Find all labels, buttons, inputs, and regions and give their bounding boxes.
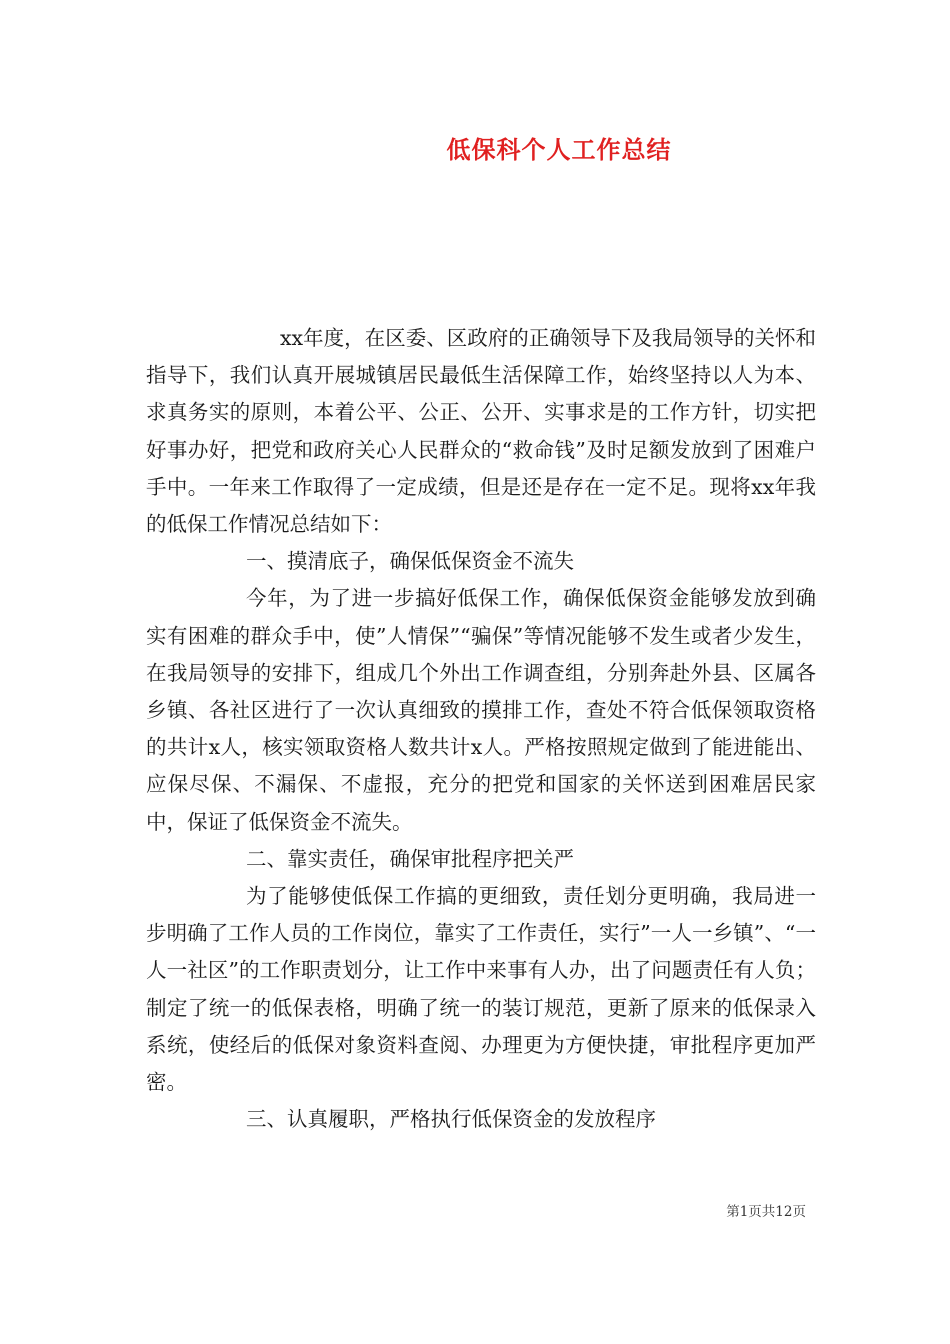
section-heading-2: 二、靠实责任，确保审批程序把关严 (246, 846, 574, 871)
document-body (146, 320, 816, 1138)
section-heading-3: 三、认真履职，严格执行低保资金的发放程序 (246, 1107, 656, 1132)
section-paragraph-2: 为了能够使低保工作搞的更细致，责任划分更明确，我局进一步明确了工作人员的工作岗位，靠实了工作责任，实行”一人一乡镇”、“一人一社区”的工作职责划分，让工作中来事有人办，出了问题责任有人负；制定了统一的低保表格，明确了统一的装订规范，更新了原来的低保录入系统，使经后的低保对象资料查阅、办理更为方便快捷，审批程序更加严密。 (146, 884, 816, 1095)
page-number: 第1页共12页 (726, 1204, 806, 1220)
section-heading-1: 一、摸清底子，确保低保资金不流失 (246, 549, 574, 574)
section-paragraph-1: 今年，为了进一步搞好低保工作，确保低保资金能够发放到确实有困难的群众手中，使”人情保”“骗保”等情况能够不发生或者少发生，在我局领导的安排下，组成几个外出工作调查组，分别奔赴外县、区属各乡镇、各社区进行了一次认真细致的摸排工作，查处不符合低保领取资格的共计x人，核实领取资格人数共计x人。严格按照规定做到了能进能出、应保尽保、不漏保、不虚报，充分的把党和国家的关怀送到困难居民家中，保证了低保资金不流失。 (146, 586, 816, 834)
intro-paragraph: xx年度，在区委、区政府的正确领导下及我局领导的关怀和指导下，我们认真开展城镇居民最低生活保障工作，始终坚持以人为本、求真务实的原则，本着公平、公正、公开、实事求是的工作方针，切实把好事办好，把党和政府关心人民群众的“救命钱”及时足额发放到了困难户手中。一年来工作取得了一定成绩，但是还是存在一定不足。现将xx年我的低保工作情况总结如下： (146, 326, 816, 537)
page-title: 低保科个人工作总结 (446, 135, 672, 164)
